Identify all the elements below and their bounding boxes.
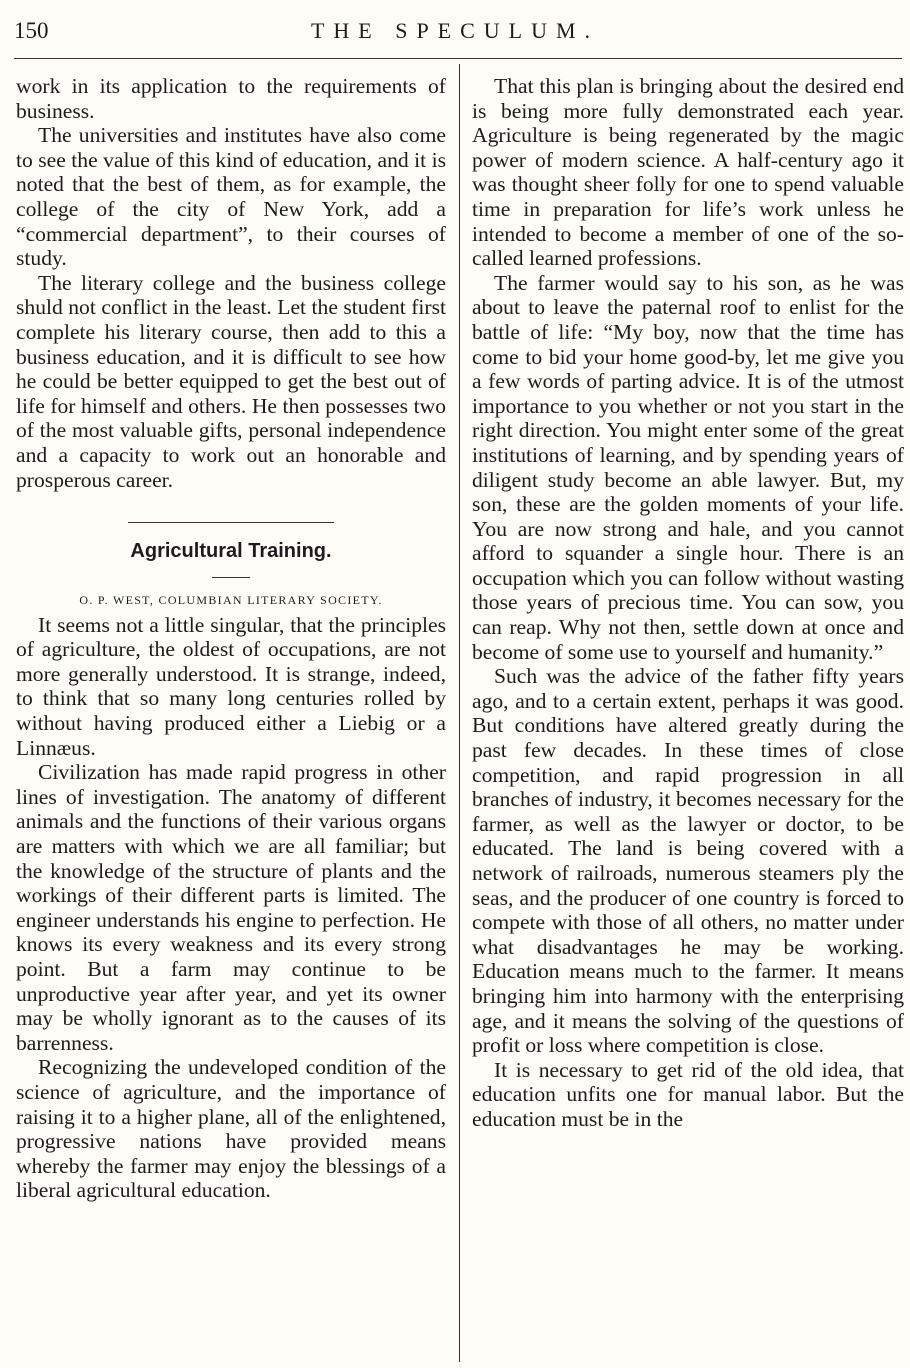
article-paragraph: That this plan is bringing about the desired end is being more fully demonstrated each year. Agriculture is being regenerated by the magic power of modern science. A half-century ago it was thought sheer folly for one to spend valuable time in preparation for life’s work unless he intended to become a member of one of the so-called learned professions. — [472, 74, 904, 271]
article-title: Agricultural Training. — [130, 540, 332, 563]
article-paragraph: Such was the advice of the father fifty years ago, and to a certain extent, perhaps it was good. But conditions have altered greatly during the past few decades. In these times of close competition, and rapid progression in all branches of industry, it becomes necessary for the farmer, as well as the lawyer or doctor, to be educated. The land is being covered with a network of railroads, numerous steamers ply the seas, and the producer of one country is forced to compete with those of all others, no matter under what disadvantages he may be working. Education means much to the farmer. It means bringing him into harmony with the enterprising age, and it means the solving of the questions of profit or loss where competition is close. — [472, 664, 904, 1058]
page-header — [0, 0, 910, 60]
title-rule — [212, 577, 250, 578]
running-title: THE SPECULUM. — [310, 18, 600, 43]
article-paragraph: It is necessary to get rid of the old idea, that education unfits one for manual labor. But the education must be in the — [472, 1057, 904, 1131]
right-column — [472, 74, 904, 1132]
paragraph: The universities and institutes have also come to see the value of this kind of education, and it is noted that the best of them, as for example, the college of the city of New York, add a “commercial department”, to their courses of study. — [16, 123, 446, 271]
section-separator — [128, 522, 334, 523]
continued-paragraph: work in its application to the requirements of business. — [16, 74, 446, 123]
header-rule — [14, 58, 902, 59]
article-paragraph: Civilization has made rapid progress in other lines of investigation. The anatomy of different animals and the functions of their various organs are matters with which we are all familiar; but the knowledge of the structure of plants and the workings of their different parts is limited. The engineer understands his engine to perfection. He knows its every weakness and its every strong point. But a farm may continue to be unproductive year after year, and yet its owner may be wholly ignorant as to the causes of its barrenness. — [16, 760, 446, 1055]
paragraph: The literary college and the business college shuld not conflict in the least. Let the student first complete his literary course, then add to this a business education, and it is difficult to see how he could be better equipped to get the best out of life for himself and others. He then possesses two of the most valuable gifts, personal independence and a capacity to work out an honorable and prosperous career. — [16, 270, 446, 492]
article-paragraph: It seems not a little singular, that the principles of agriculture, the oldest of occupations, are not more generally understood. It is strange, indeed, to think that so many long centuries rolled by without having produced either a Liebig or a Linnæus. — [16, 612, 446, 760]
article-paragraph: The farmer would say to his son, as he was about to leave the paternal roof to enlist for the battle of life: “My boy, now that the time has come to bid your home good-by, let me give you a few words of parting advice. It is of the utmost importance to you whether or not you start in the right direction. You might enter some of the great institutions of learning, and by spending years of diligent study become an able lawyer. But, my son, these are the golden moments of your life. You are now strong and hale, and you cannot afford to squander a single hour. There is an occupation which you can follow without wasting those years of precious time. You can sow, you can reap. Why not then, settle down at once and become of some use to yourself and humanity.” — [472, 270, 904, 664]
article-byline: O. P. WEST, COLUMBIAN LITERARY SOCIETY. — [79, 593, 383, 608]
article-paragraph: Recognizing the undeveloped condition of the science of agriculture, and the importance of raising it to a higher plane, all of the enlightened, progressive nations have provided means whereby the farmer may enjoy the blessings of a liberal agricultural education. — [16, 1055, 446, 1203]
left-column — [16, 74, 446, 1203]
column-divider — [459, 64, 460, 1362]
page-number: 150 — [14, 18, 49, 43]
